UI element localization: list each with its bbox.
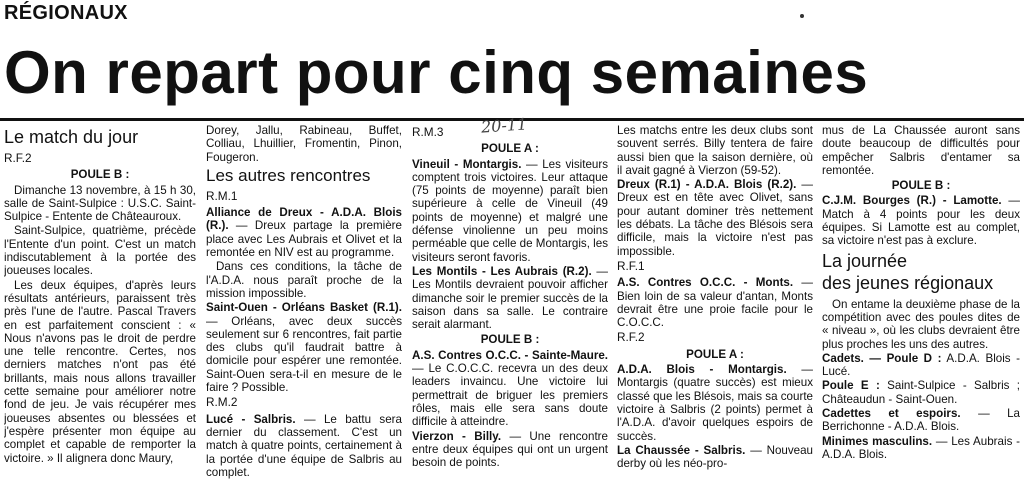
- group-label: POULE B :: [891, 179, 951, 193]
- match-teams: A.S. Contres O.C.C. - Monts.: [617, 276, 794, 290]
- match-text: — Bien loin de sa valeur d'antan, Monts devrait être une proie facile pour le C.O.C.C.: [617, 276, 813, 330]
- match-paragraph: [206, 206, 402, 259]
- match-text: — Match à 4 points pour les deux équipes. Si Lamotte est au complet, sa victoire n'est pas à exclure.: [822, 194, 1020, 248]
- match-paragraph: [206, 301, 402, 394]
- category-paragraph: [822, 352, 1020, 379]
- match-teams: C.J.M. Bourges (R.) - Lamotte.: [822, 194, 1002, 208]
- division-label: R.F.2: [617, 330, 645, 345]
- print-speck: [800, 14, 804, 18]
- paragraph: Dorey, Jallu, Rabineau, Buffet, Colliau, Lhuillier, Fromentin, Pinon, Fougeron.: [206, 124, 402, 164]
- match-text: — Montargis (quatre succès) est mieux classé que les Blésois, mais sa courte victoire à Salbris (2 points) permet à l'A.D.A. d'avoir quelques espoirs de succès.: [617, 363, 813, 443]
- match-teams: Saint-Ouen - Orléans Basket (R.1).: [206, 301, 402, 315]
- category-paragraph: [822, 435, 1020, 462]
- match-text: — Le C.O.C.C. recevra un des deux leaders invaincu. Une victoire lui permettrait de briguer les premiers rôles, mais elle sera sans doute difficile à atteindre.: [412, 362, 608, 429]
- category-label: Minimes masculins.: [822, 434, 933, 448]
- match-paragraph: [412, 265, 608, 331]
- match-paragraph: [412, 349, 608, 429]
- match-text: — Nouveau derby où les néo-pro-: [617, 443, 813, 471]
- handwritten-note: 20-11: [480, 114, 528, 137]
- section-title: Les autres rencontres: [206, 165, 371, 185]
- division-label: R.M.2: [206, 395, 238, 410]
- section-rubric: RÉGIONAUX: [4, 2, 128, 24]
- match-paragraph: [822, 194, 1020, 247]
- match-text: — Orléans, avec deux succès seulement sur 6 rencontres, fait partie des clubs qu'il faudrait battre à domicile pour espérer une remontée. Saint-Ouen sera-t-il en mesure de le faire ? Possible.: [206, 314, 402, 395]
- division-label: R.M.3: [412, 125, 444, 139]
- match-teams: Vierzon - Billy.: [412, 429, 502, 443]
- column-autres-rencontres: [206, 124, 402, 494]
- paragraph: On entame la deuxième phase de la compétition avec des poules dites de « niveau », où les clubs devraient être plus proches les uns des autres.: [822, 297, 1020, 351]
- match-text: — Dreux partage la première place avec Les Aubrais et Olivet et la remontée en NIV est au programme.: [206, 219, 402, 260]
- category-text: — Les Aubrais - A.D.A. Blois.: [822, 434, 1020, 461]
- section-title: [822, 250, 1020, 294]
- category-label: Cadets. — Poule D :: [822, 351, 942, 365]
- page-headline: On repart pour cinq semaines: [4, 39, 869, 106]
- column-match-du-jour: [4, 124, 196, 494]
- category-text: A.D.A. Blois - Lucé.: [822, 351, 1020, 379]
- match-text: — Les Montils devraient pouvoir afficher dimanche soir le premier succès de la saison dans sa salle. Le contraire serait alarmant.: [412, 264, 608, 332]
- match-teams: Vineuil - Montargis.: [412, 157, 522, 171]
- paragraph: Les matchs entre les deux clubs sont souvent serrés. Billy tentera de faire aussi bien que la saison dernière, où il avait gagné à Vierzon (59-52).: [617, 124, 813, 177]
- match-teams: Lucé - Salbris.: [206, 412, 296, 426]
- paragraph: mus de La Chaussée auront sans doute beaucoup de difficultés pour empêcher Salbris d'entamer sa remontée.: [822, 124, 1020, 177]
- group-label: POULE B :: [480, 333, 540, 347]
- division-label: R.M.1: [206, 188, 238, 203]
- category-label: Cadettes et espoirs.: [822, 407, 961, 421]
- match-teams: Les Montils - Les Aubrais (R.2).: [412, 264, 592, 278]
- category-label: Poule E :: [822, 379, 880, 393]
- match-paragraph: [617, 178, 813, 258]
- match-teams: Alliance de Dreux - A.D.A. Blois (R.).: [206, 206, 402, 233]
- category-paragraph: [822, 407, 1020, 434]
- match-paragraph: [412, 158, 608, 264]
- group-label: POULE A :: [481, 142, 539, 156]
- match-paragraph: [206, 413, 402, 479]
- match-teams: A.S. Contres O.C.C. - Sainte-Maure.: [412, 348, 608, 362]
- group-label: POULE B :: [70, 168, 130, 182]
- match-teams: A.D.A. Blois - Montargis.: [617, 363, 787, 377]
- paragraph: Saint-Sulpice, quatrième, précède l'Entente d'un point. C'est un match indiscutablement à la portée des joueuses locales.: [4, 224, 196, 278]
- match-text: — Le battu sera dernier du classement. C'est un match à quatre points, certainement à la portée d'une équipe de Salbris au complet.: [206, 412, 402, 479]
- match-text: — Une rencontre entre deux équipes qui ont un urgent besoin de points.: [412, 429, 608, 470]
- match-teams: Dreux (R.1) - A.D.A. Blois (R.2).: [617, 178, 797, 192]
- paragraph: Les deux équipes, d'après leurs résultats antérieurs, paraissent très près l'une de l'autre. Pascal Travers en est parfaitement conscient : « Nous n'avons pas le droit de perdre une telle rencontre. Certes, nos derniers matches n'ont pas été brillants, mais nous allons travailler cette semaine pour améliorer notre fond de jeu. Je vais récupérer mes joueuses absentes ou blessées et j'espère présenter mon équipe au complet et capable de remporter la victoire. » Il alignera donc Maury,: [4, 278, 196, 465]
- match-teams: La Chaussée - Salbris.: [617, 443, 746, 457]
- paragraph: Dans ces conditions, la tâche de l'A.D.A. nous paraît proche de la mission impossible.: [206, 260, 402, 300]
- section-title: Le match du jour: [4, 127, 139, 147]
- match-paragraph: [617, 444, 813, 471]
- match-paragraph: [617, 363, 813, 443]
- category-text: Saint-Sulpice - Salbris ; Châteaudun - Saint-Ouen.: [822, 379, 1020, 406]
- section-title-line: des jeunes régionaux: [822, 272, 994, 293]
- division-label: R.F.2: [4, 151, 32, 165]
- column-jeunes: [822, 124, 1020, 494]
- division-label: R.F.1: [617, 258, 645, 273]
- category-text: — La Berrichonne - A.D.A. Blois.: [822, 407, 1020, 434]
- group-label: POULE A :: [686, 347, 744, 361]
- column-rf: [617, 124, 813, 494]
- category-paragraph: [822, 379, 1020, 406]
- match-paragraph: [617, 276, 813, 329]
- column-rm3: [412, 124, 608, 494]
- match-text: — Les visiteurs comptent trois victoires. Leur attaque (75 points de moyenne) paraît bien supérieure à celle de Vineuil (49 points de moyenne) et malgré une défense vinolienne un peu moins perméable que celle de Montargis, les visiteurs seront favoris.: [412, 157, 608, 264]
- match-text: — Dreux est en tête avec Olivet, sans pour autant dominer très nettement les débats. La tâche des Blésois sera difficile, mais la victoire n'est pas impossible.: [617, 178, 813, 258]
- match-paragraph: [412, 430, 608, 470]
- section-title-line: La journée: [822, 250, 908, 271]
- paragraph: Dimanche 13 novembre, à 15 h 30, salle de Saint-Sulpice : U.S.C. Saint-Sulpice - Entente de Châteauroux.: [4, 183, 196, 224]
